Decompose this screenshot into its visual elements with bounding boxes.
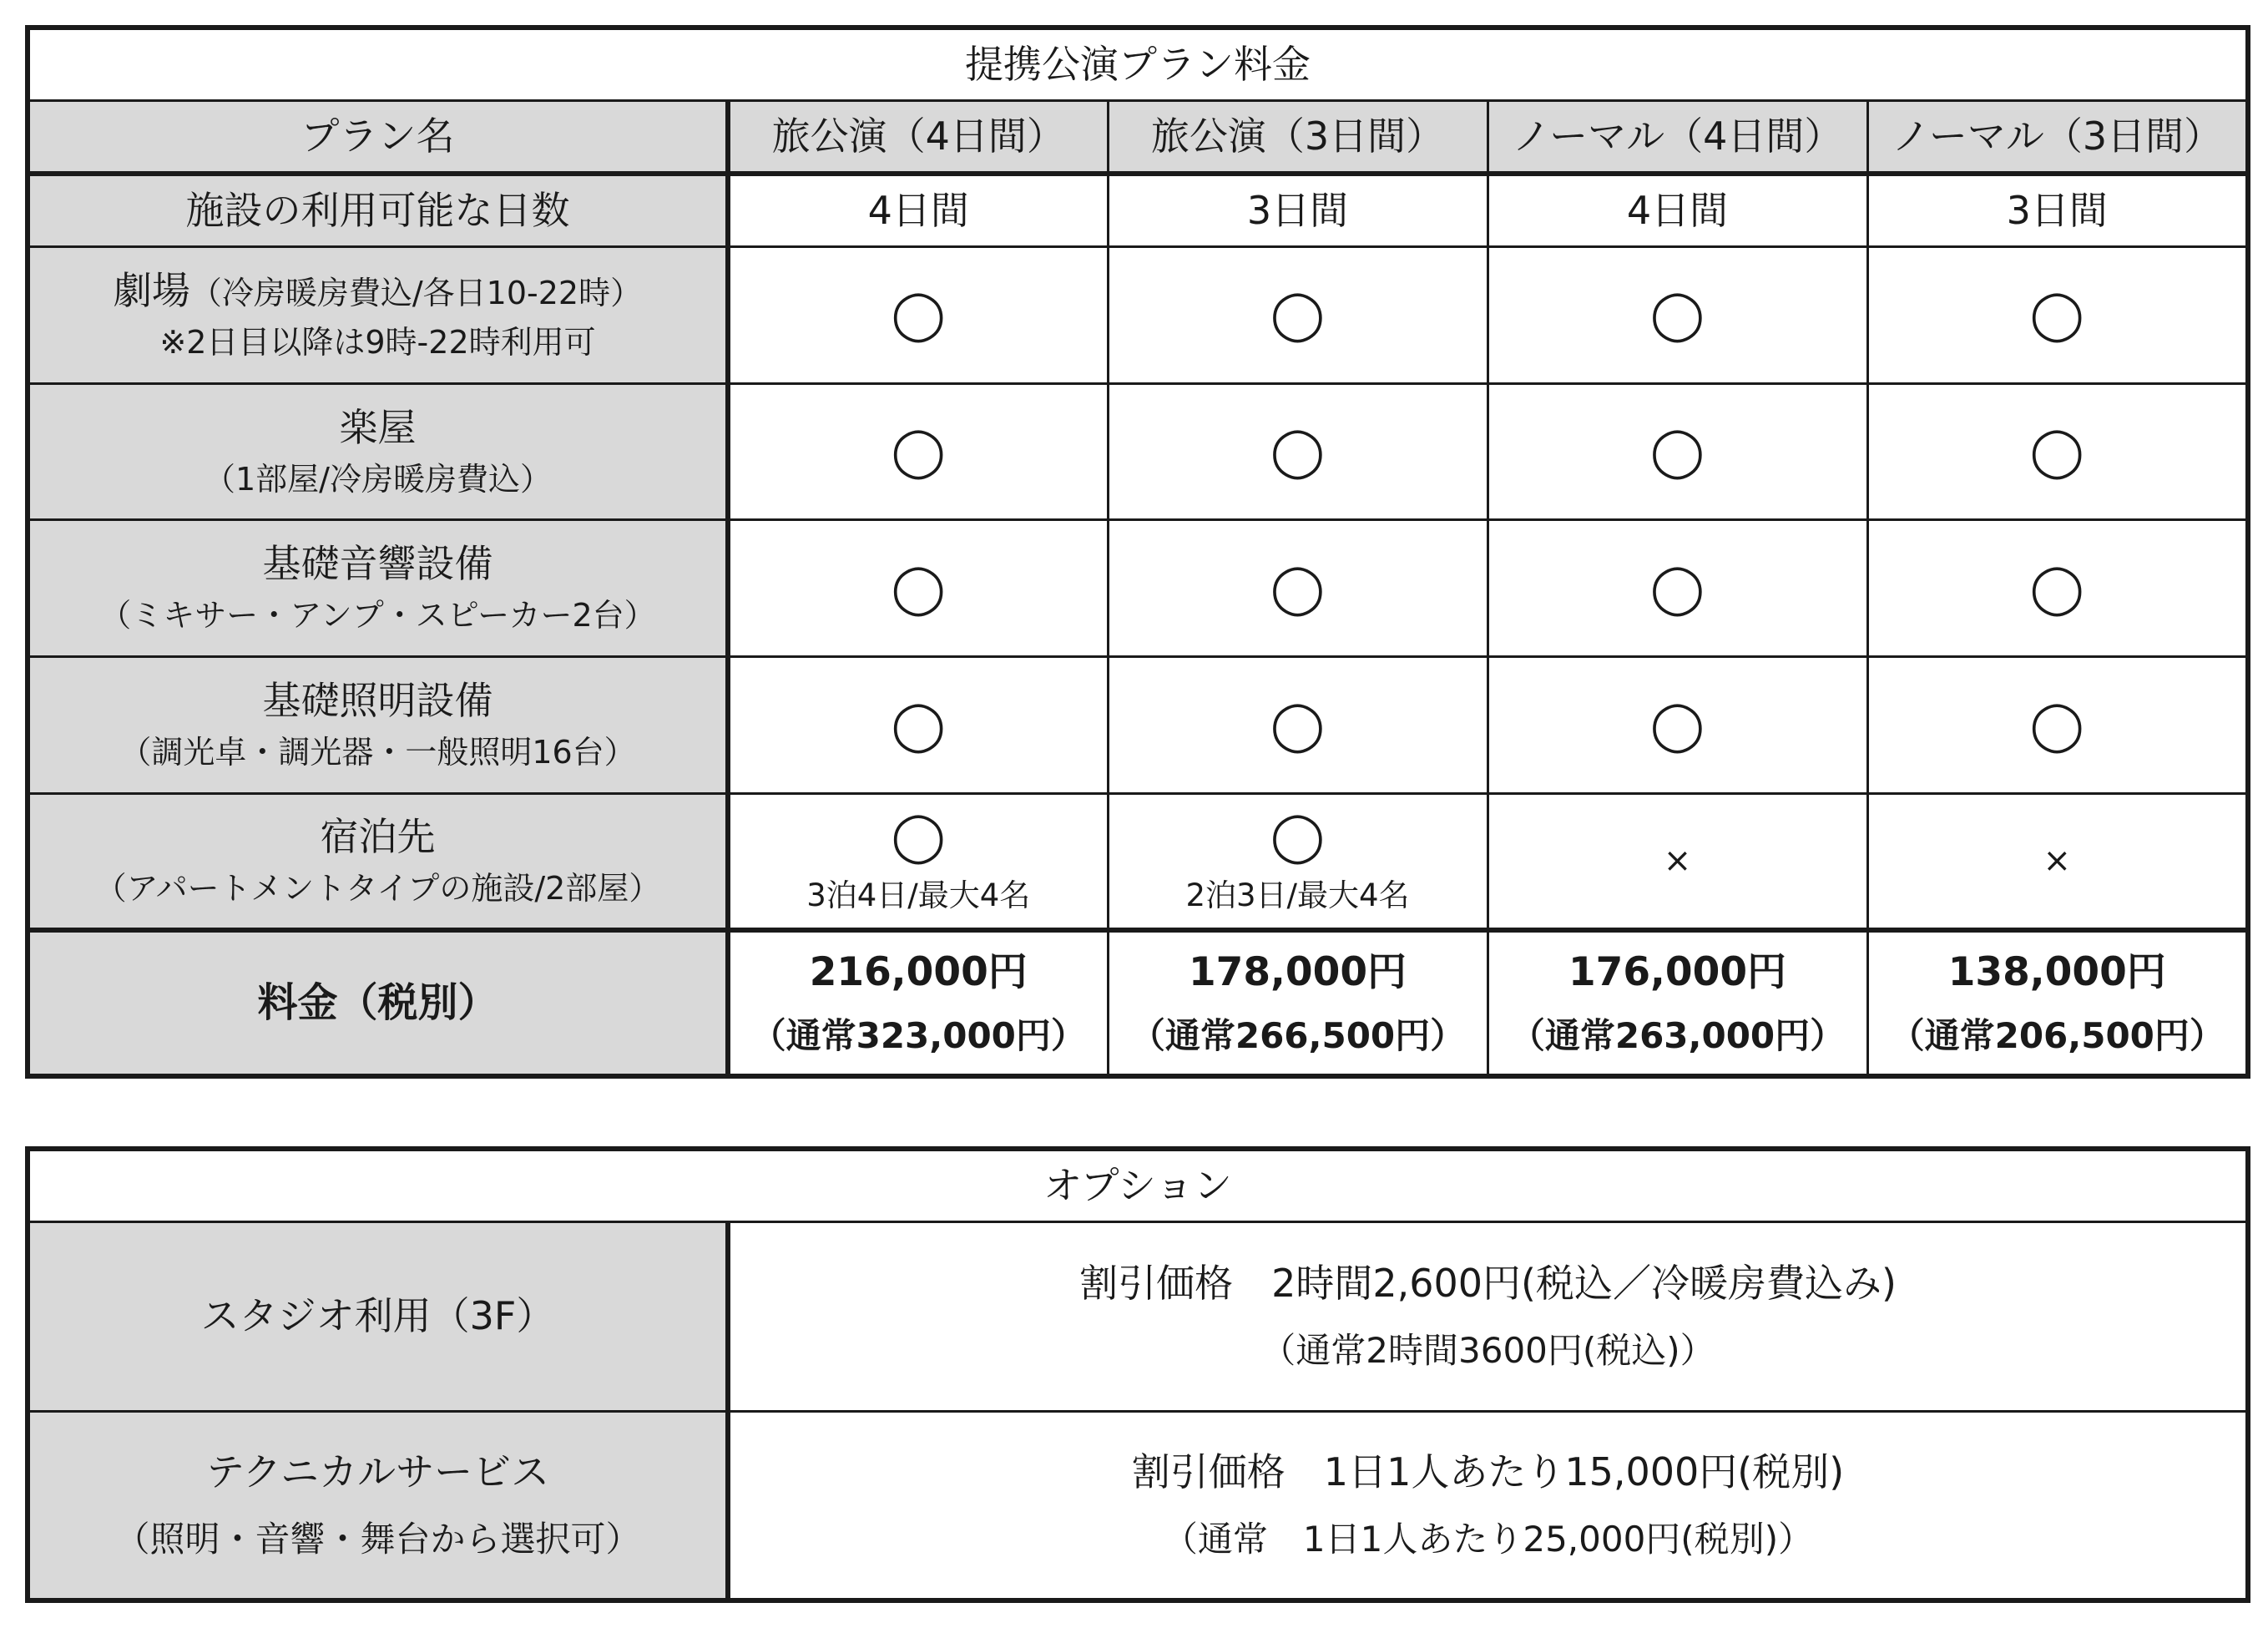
availability-mark: ◯ xyxy=(1270,807,1325,865)
regular-price: （通常266,500円） xyxy=(1129,1014,1466,1056)
option-value-studio: 割引価格 2時間2,600円(税込／冷暖房費込み) （通常2時間3600円(税込)） xyxy=(728,1221,2248,1411)
lodging-cell xyxy=(728,793,1108,930)
price-cell xyxy=(1108,930,1488,1076)
availability-mark: ◯ xyxy=(1108,657,1488,794)
availability-mark: ◯ xyxy=(1867,657,2248,794)
availability-mark: ◯ xyxy=(1108,383,1488,520)
option-label-technical: テクニカルサービス （照明・音響・舞台から選択可） xyxy=(28,1411,728,1600)
discount-price: 176,000円 xyxy=(1568,949,1787,996)
availability-mark: ◯ xyxy=(1488,383,1867,520)
price-row xyxy=(28,930,2248,1076)
availability-mark: ◯ xyxy=(891,807,946,865)
discount-price: 216,000円 xyxy=(809,949,1028,996)
days-row xyxy=(28,174,2248,246)
availability-mark: ◯ xyxy=(1108,520,1488,657)
plan-header-normal-3days: ノーマル（3日間） xyxy=(1867,100,2248,173)
feature-row-lighting xyxy=(28,657,2248,794)
feature-label-dressing-room: 楽屋 （1部屋/冷房暖房費込） xyxy=(28,383,728,520)
lodging-cell xyxy=(1867,793,2248,930)
lodging-cell xyxy=(1108,793,1488,930)
option-label-studio: スタジオ利用（3F） xyxy=(28,1221,728,1411)
days-value: 4日間 xyxy=(1488,174,1867,246)
option-table-title: オプション xyxy=(28,1149,2248,1221)
plan-header-tour-3days: 旅公演（3日間） xyxy=(1108,100,1488,173)
days-value: 3日間 xyxy=(1108,174,1488,246)
plan-header-normal-4days: ノーマル（4日間） xyxy=(1488,100,1867,173)
plan-table-title: 提携公演プラン料金 xyxy=(28,28,2248,100)
availability-mark: ◯ xyxy=(728,246,1108,383)
lodging-note: 3泊4日/最大4名 xyxy=(806,877,1031,914)
availability-mark: ◯ xyxy=(728,383,1108,520)
feature-label-lodging: 宿泊先 （アパートメントタイプの施設/2部屋） xyxy=(28,793,728,930)
option-row-technical xyxy=(28,1411,2248,1600)
availability-mark: ◯ xyxy=(1108,246,1488,383)
unavailable-mark: × xyxy=(1663,842,1692,881)
lodging-note: 2泊3日/最大4名 xyxy=(1185,877,1410,914)
price-cell xyxy=(1867,930,2248,1076)
feature-label-lighting: 基礎照明設備 （調光卓・調光器・一般照明16台） xyxy=(28,657,728,794)
feature-row-theater xyxy=(28,246,2248,383)
availability-mark: ◯ xyxy=(1488,246,1867,383)
feature-row-lodging xyxy=(28,793,2248,930)
lodging-cell xyxy=(1488,793,1867,930)
header-row xyxy=(28,100,2248,173)
regular-price: （通常323,000円） xyxy=(750,1014,1086,1056)
plan-name-header: プラン名 xyxy=(28,100,728,173)
discount-price: 138,000円 xyxy=(1947,949,2166,996)
plan-price-table xyxy=(25,25,2250,1079)
availability-mark: ◯ xyxy=(728,657,1108,794)
availability-mark: ◯ xyxy=(728,520,1108,657)
availability-mark: ◯ xyxy=(1867,520,2248,657)
regular-price: （通常263,000円） xyxy=(1509,1014,1846,1056)
availability-mark: ◯ xyxy=(1488,520,1867,657)
option-value-technical: 割引価格 1日1人あたり15,000円(税別) （通常 1日1人あたり25,000円(税別)） xyxy=(728,1411,2248,1600)
discount-price: 178,000円 xyxy=(1188,949,1407,996)
days-label: 施設の利用可能な日数 xyxy=(28,174,728,246)
days-value: 4日間 xyxy=(728,174,1108,246)
days-value: 3日間 xyxy=(1867,174,2248,246)
regular-price: （通常206,500円） xyxy=(1889,1014,2225,1056)
feature-row-sound xyxy=(28,520,2248,657)
availability-mark: ◯ xyxy=(1867,246,2248,383)
availability-mark: ◯ xyxy=(1867,383,2248,520)
plan-header-tour-4days: 旅公演（4日間） xyxy=(728,100,1108,173)
availability-mark: ◯ xyxy=(1488,657,1867,794)
price-label: 料金（税別） xyxy=(28,930,728,1076)
price-cell xyxy=(1488,930,1867,1076)
feature-label-sound: 基礎音響設備 （ミキサー・アンプ・スピーカー2台） xyxy=(28,520,728,657)
feature-label-theater: 劇場（冷房暖房費込/各日10-22時） ※2日目以降は9時-22時利用可 xyxy=(28,246,728,383)
unavailable-mark: × xyxy=(2043,842,2071,881)
option-row-studio xyxy=(28,1221,2248,1411)
feature-row-dressing-room xyxy=(28,383,2248,520)
price-cell xyxy=(728,930,1108,1076)
option-table xyxy=(25,1146,2250,1603)
